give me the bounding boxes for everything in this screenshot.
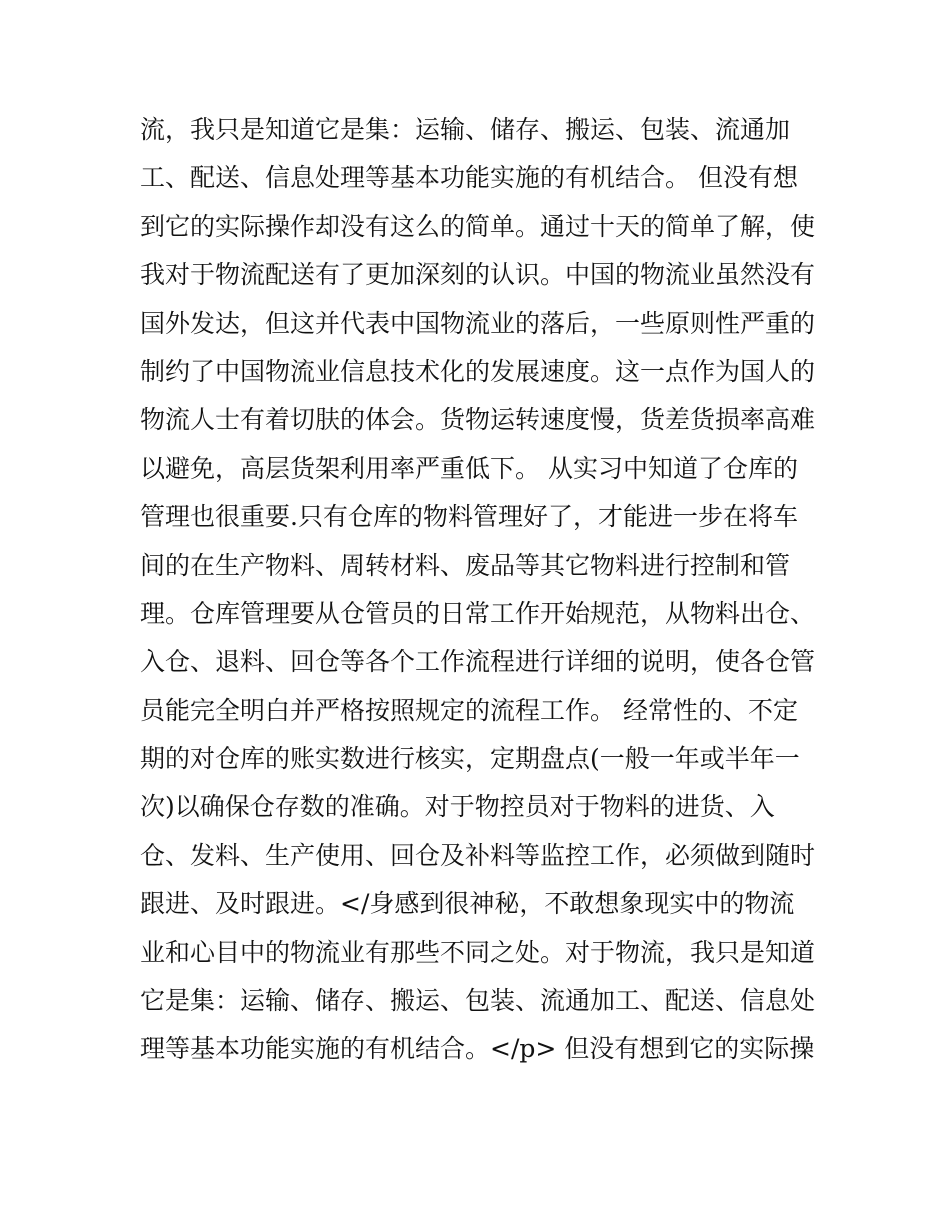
text-line: 仓、发料、生产使用、回仓及补料等监控工作，必须做到随时 (140, 840, 816, 870)
text-line: 入仓、退料、回仓等各个工作流程进行详细的说明，使各仓管 (140, 647, 816, 677)
text-line: 跟进、及时跟进。</身感到很神秘，不敢想象现实中的物流 (140, 889, 795, 919)
text-line: 它是集：运输、储存、搬运、包装、流通加工、配送、信息处 (140, 986, 816, 1016)
text-line: 国外发达，但这并代表中国物流业的落后，一些原则性严重的 (140, 308, 816, 338)
text-line: 员能完全明白并严格按照规定的流程工作。 经常性的、不定 (140, 695, 798, 725)
text-line: 工、配送、信息处理等基本功能实施的有机结合。 但没有想 (140, 163, 798, 193)
text-line: 理。仓库管理要从仓管员的日常工作开始规范，从物料出仓、 (140, 598, 816, 628)
text-line: 我对于物流配送有了更加深刻的认识。中国的物流业虽然没有 (140, 260, 816, 290)
text-line: 物流人士有着切肤的体会。货物运转速度慢，货差货损率高难 (140, 405, 816, 435)
text-line: 以避免，高层货架利用率严重低下。 从实习中知道了仓库的 (140, 453, 798, 483)
text-line: 期的对仓库的账实数进行核实，定期盘点(一般一年或半年一 (140, 744, 800, 774)
text-line: 次)以确保仓存数的准确。对于物控员对于物料的进货、入 (140, 792, 775, 822)
body-text (140, 106, 820, 1074)
text-line: 业和心目中的物流业有那些不同之处。对于物流，我只是知道 (140, 937, 816, 967)
text-line: 流，我只是知道它是集：运输、储存、搬运、包装、流通加 (140, 115, 791, 144)
text-line: 到它的实际操作却没有这么的简单。通过十天的简单了解，使 (140, 211, 816, 241)
text-line: 制约了中国物流业信息技术化的发展速度。这一点作为国人的 (140, 356, 816, 386)
text-line: 管理也很重要.只有仓库的物料管理好了，才能进一步在将车 (140, 502, 798, 532)
text-line: 间的在生产物料、周转材料、废品等其它物料进行控制和管 (140, 550, 791, 580)
text-line: 理等基本功能实施的有机结合。</p> 但没有想到它的实际操 (140, 1034, 815, 1064)
